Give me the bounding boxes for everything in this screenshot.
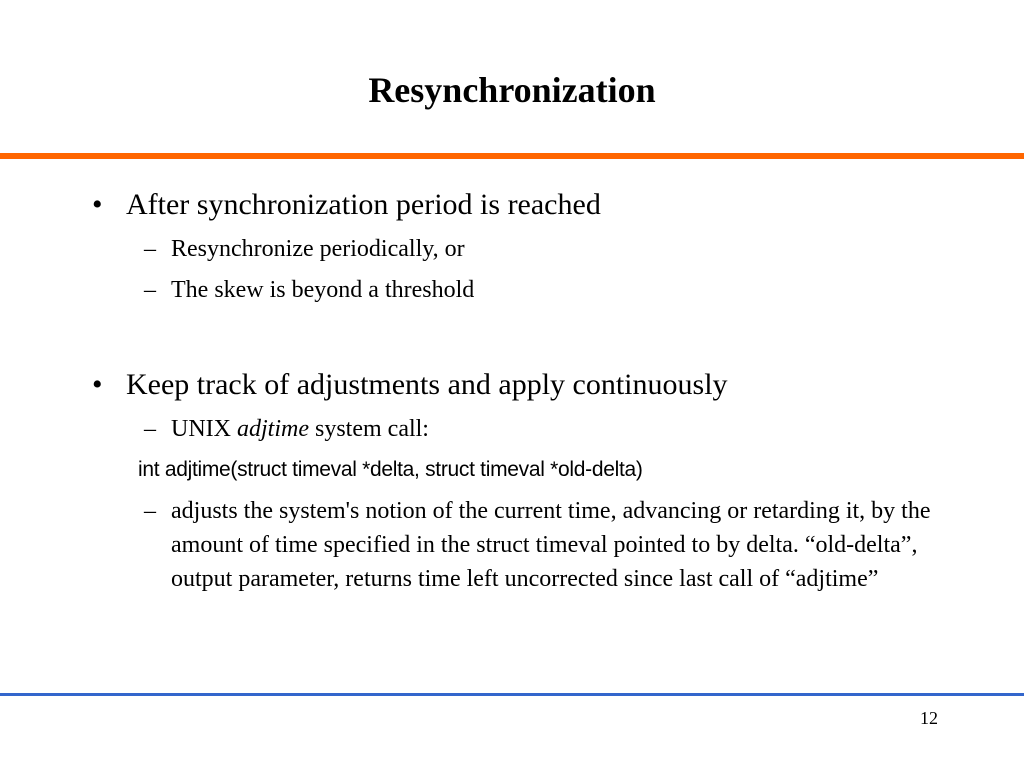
slide-title: Resynchronization — [368, 70, 656, 110]
page-number: 12 — [920, 708, 938, 728]
sub-bullet-text-2-1 — [171, 414, 429, 444]
code-line-adjtime: int adjtime(struct timeval *delta, struct timeval *old-delta) — [138, 458, 643, 481]
sub-bullet-text-1-1: Resynchronize periodically, or — [171, 236, 465, 262]
bottom-divider — [0, 693, 1024, 696]
sub-bullet-marker: – — [144, 236, 156, 262]
sub-bullet-text-1-2: The skew is beyond a threshold — [171, 277, 475, 303]
sub-bullet-marker: – — [144, 498, 156, 524]
bullet-marker: • — [92, 368, 103, 401]
text-system-call: system call: — [309, 416, 429, 442]
top-divider — [0, 153, 1024, 159]
bullet-text-1: After synchronization period is reached — [126, 188, 601, 221]
text-unix: UNIX — [171, 416, 237, 442]
bullet-marker: • — [92, 188, 103, 221]
text-adjtime-italic: adjtime — [237, 416, 309, 442]
sub-bullet-marker: – — [144, 277, 156, 303]
bullet-text-2: Keep track of adjustments and apply continuously — [126, 368, 728, 401]
sub-bullet-text-2-3: adjusts the system's notion of the current time, advancing or retarding it, by the amount of time specified in the struct timeval pointed to by delta. “old-delta”, output parameter, returns time left uncorrected since last call of “adjtime” — [171, 498, 931, 592]
sub-bullet-marker: – — [144, 416, 156, 442]
